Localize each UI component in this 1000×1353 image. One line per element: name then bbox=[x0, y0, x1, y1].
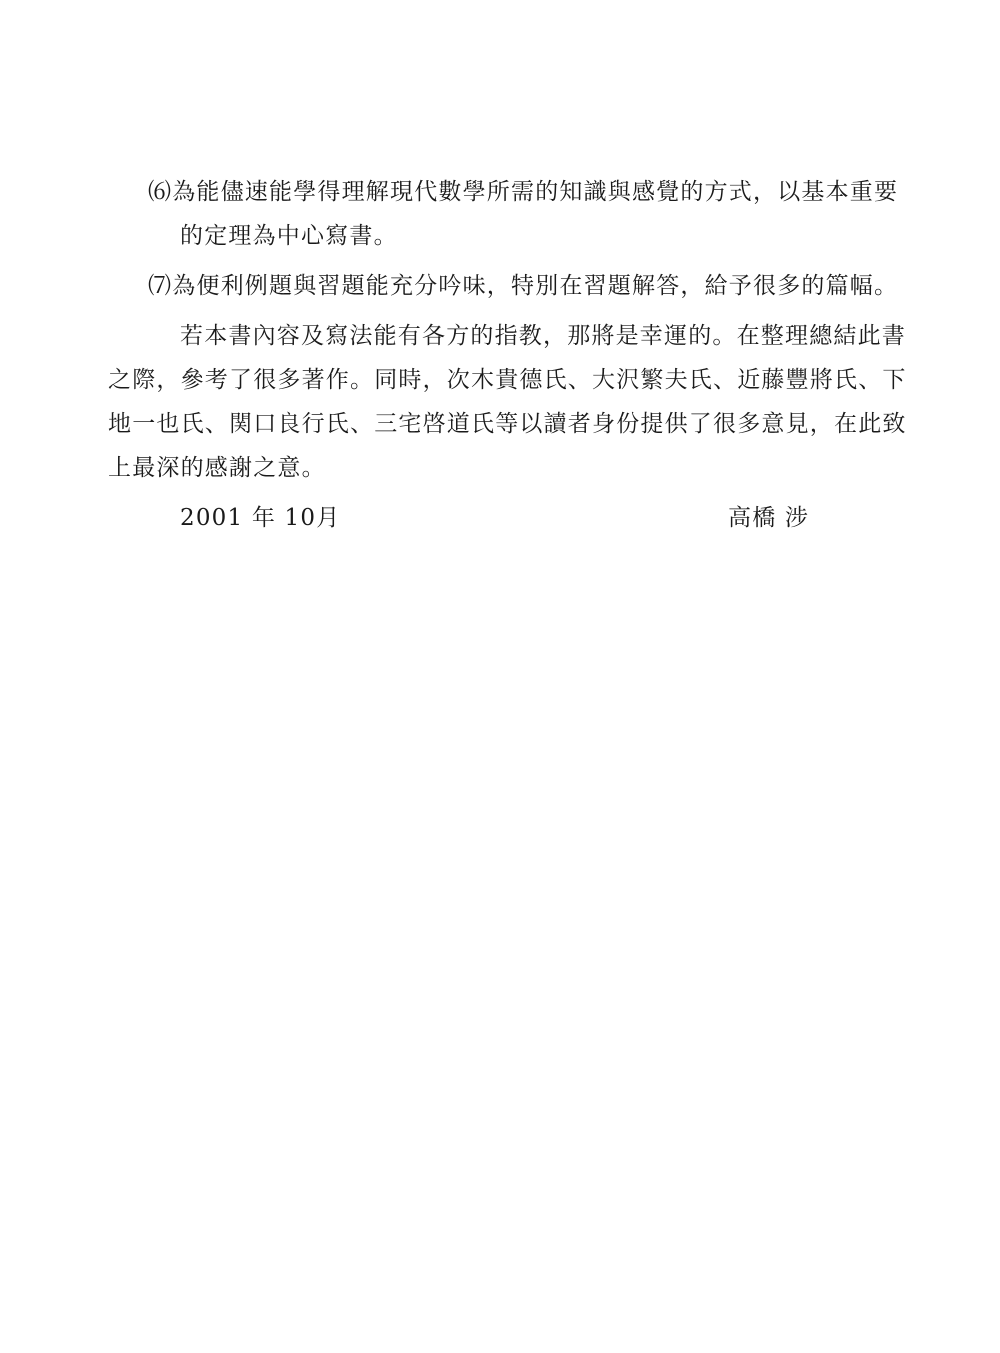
paragraph-line-3: 地一也氏、関口良行氏、三宅啓道氏等以讀者身份提供了很多意見，在此致 bbox=[108, 411, 907, 437]
list-item-7-line-1: ⑺為便利例題與習題能充分吟味，特別在習題解答，給予很多的篇幅。 bbox=[148, 273, 899, 299]
paragraph-line-1: 若本書內容及寫法能有各方的指教，那將是幸運的。在整理總結此書 bbox=[180, 323, 906, 349]
signature-row bbox=[108, 496, 888, 540]
preface-text bbox=[108, 170, 907, 540]
list-item-6-line-1: ⑹為能儘速能學得理解現代數學所需的知識與感覺的方式，以基本重要 bbox=[148, 179, 899, 205]
signature-author: 高橋 涉 bbox=[728, 505, 810, 531]
paragraph-line-2: 之際，參考了很多著作。同時，次木貴德氏、大沢繁夫氏、近藤豐將氏、下 bbox=[108, 367, 907, 393]
list-item-6-line-2: 的定理為中心寫書。 bbox=[180, 223, 398, 249]
signature-date: 2001 年 10月 bbox=[180, 505, 341, 531]
paragraph-line-4: 上最深的感謝之意。 bbox=[108, 455, 326, 481]
